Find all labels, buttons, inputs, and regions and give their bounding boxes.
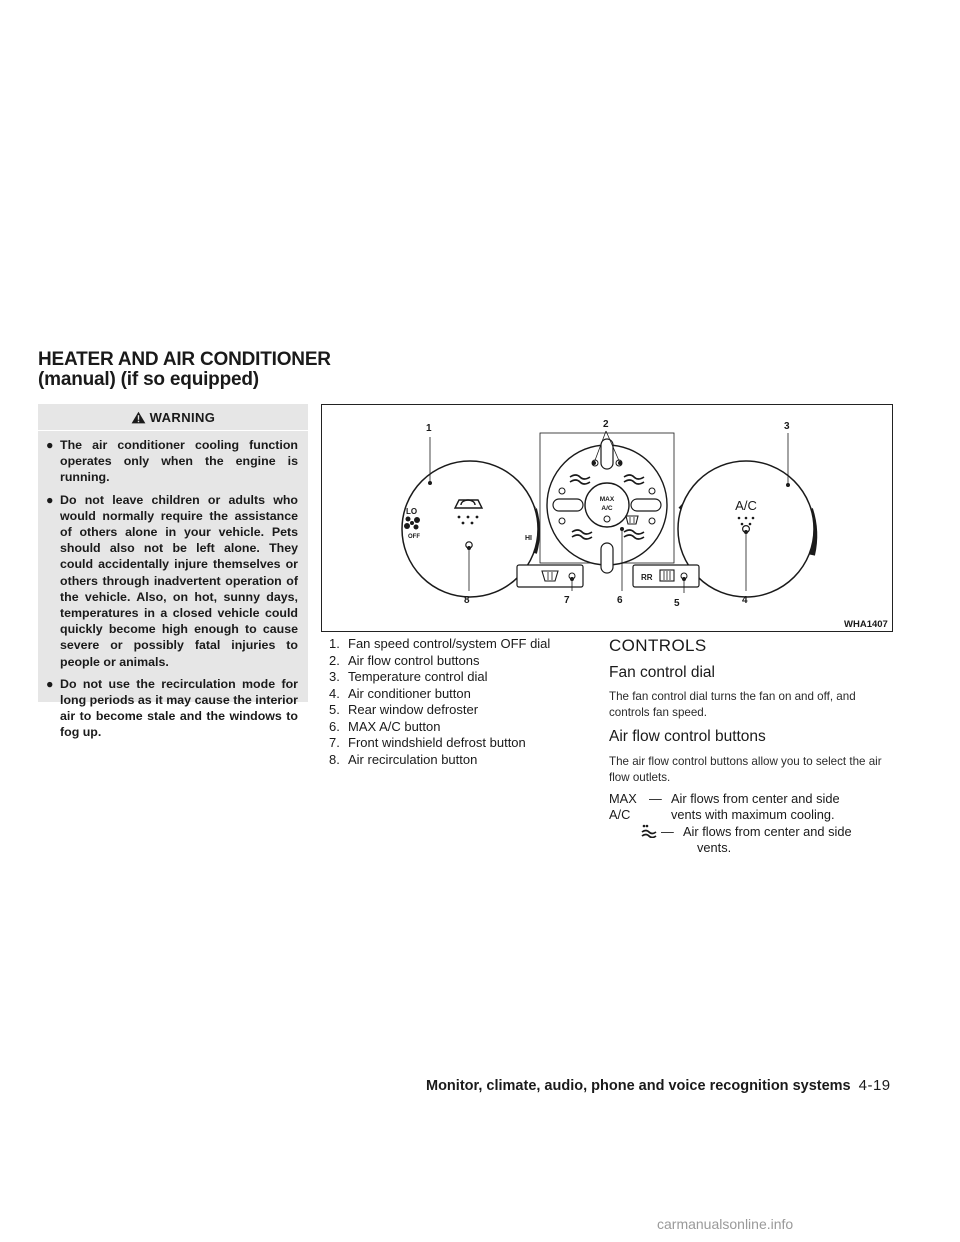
legend-item: 2. Air flow control buttons bbox=[329, 652, 480, 668]
section-heading bbox=[38, 350, 331, 390]
front-defrost-button[interactable] bbox=[517, 565, 583, 587]
ac-button-label: A/C bbox=[735, 498, 757, 513]
airflow-button-bottom[interactable] bbox=[601, 543, 613, 573]
legend-item: 5. Rear window defroster bbox=[329, 702, 479, 717]
warning-list bbox=[38, 431, 308, 741]
fan-control-text: The fan control dial turns the fan on and off, and controls fan speed. bbox=[609, 690, 856, 719]
warning-header bbox=[38, 404, 308, 431]
figure-legend bbox=[329, 636, 550, 768]
airflow-title: Air flow control buttons bbox=[609, 728, 766, 745]
callout-7: 7 bbox=[564, 595, 570, 606]
section-title: HEATER AND AIR CONDITIONER bbox=[38, 349, 331, 370]
warning-item: ● The air conditioner cooling function operates only when the engine is running. bbox=[46, 438, 298, 485]
warning-item: ● Do not use the recirculation mode for long periods as it may cause the interior air to become stale and the windows to fog up. bbox=[46, 676, 298, 740]
figure-code: WHA1407 bbox=[844, 619, 888, 630]
watermark: carmanualsonline.info bbox=[657, 1216, 794, 1232]
bullet: ● bbox=[46, 492, 54, 507]
rear-defrost-label: RR bbox=[641, 573, 653, 582]
warning-box bbox=[38, 404, 308, 740]
callout-8: 8 bbox=[464, 595, 470, 606]
airflow-button-right[interactable] bbox=[631, 499, 661, 511]
bullet: ● bbox=[46, 438, 54, 452]
legend-item: 8. Air recirculation button bbox=[329, 751, 478, 767]
callout-5: 5 bbox=[674, 598, 680, 609]
definition-max-ac: MAX A/C — Air flows from center and side vents with maximum cooling. bbox=[609, 791, 840, 822]
max-ac-label-line2: A/C bbox=[601, 505, 613, 512]
fan-lo-label: LO bbox=[406, 507, 418, 516]
warning-title: WARNING bbox=[149, 409, 216, 425]
section-subtitle: (manual) (if so equipped) bbox=[38, 369, 259, 390]
vent-airflow-icon bbox=[641, 824, 657, 838]
climate-panel-illustration bbox=[322, 405, 894, 633]
fan-control-title: Fan control dial bbox=[609, 664, 715, 681]
definition-vent: — Air flows from center and side vents. bbox=[609, 824, 913, 856]
fan-hi-label: HI bbox=[525, 535, 532, 542]
callout-4: 4 bbox=[742, 595, 748, 606]
legend-item: 6. MAX A/C button bbox=[329, 718, 441, 734]
controls-title: CONTROLS bbox=[609, 636, 707, 655]
callout-3: 3 bbox=[784, 421, 790, 432]
page-number: 4-19 bbox=[858, 1077, 891, 1094]
airflow-button-left[interactable] bbox=[553, 499, 583, 511]
legend-item: 1. Fan speed control/system OFF dial bbox=[329, 636, 551, 651]
fan-off-label: OFF bbox=[408, 534, 420, 540]
max-ac-label-line1: MAX bbox=[599, 496, 615, 503]
footer-section-title: Monitor, climate, audio, phone and voice recognition systems bbox=[426, 1078, 851, 1094]
climate-panel-figure bbox=[321, 404, 893, 632]
callout-6: 6 bbox=[617, 595, 623, 606]
warning-item: ● Do not leave children or adults who would normally require the assistance of others alone in your vehicle. Pets should also not be left alone. They could accidentally injure themselves or others through inadvertent operation of the vehicle. Also, on hot, sunny days, temperatures in a closed vehicle could quickly become high enough to cause severe or possibly fatal injuries to people or animals. bbox=[46, 492, 298, 669]
airflow-text: The air flow control buttons allow you to select the air flow outlets. bbox=[609, 755, 882, 784]
page-footer bbox=[426, 1077, 891, 1094]
legend-item: 3. Temperature control dial bbox=[329, 669, 488, 684]
bullet: ● bbox=[46, 676, 54, 691]
warning-triangle-icon bbox=[131, 411, 146, 424]
legend-item: 4. Air conditioner button bbox=[329, 685, 471, 701]
callout-1: 1 bbox=[426, 423, 432, 434]
callout-2: 2 bbox=[603, 419, 609, 430]
legend-item: 7. Front windshield defrost button bbox=[329, 735, 526, 750]
